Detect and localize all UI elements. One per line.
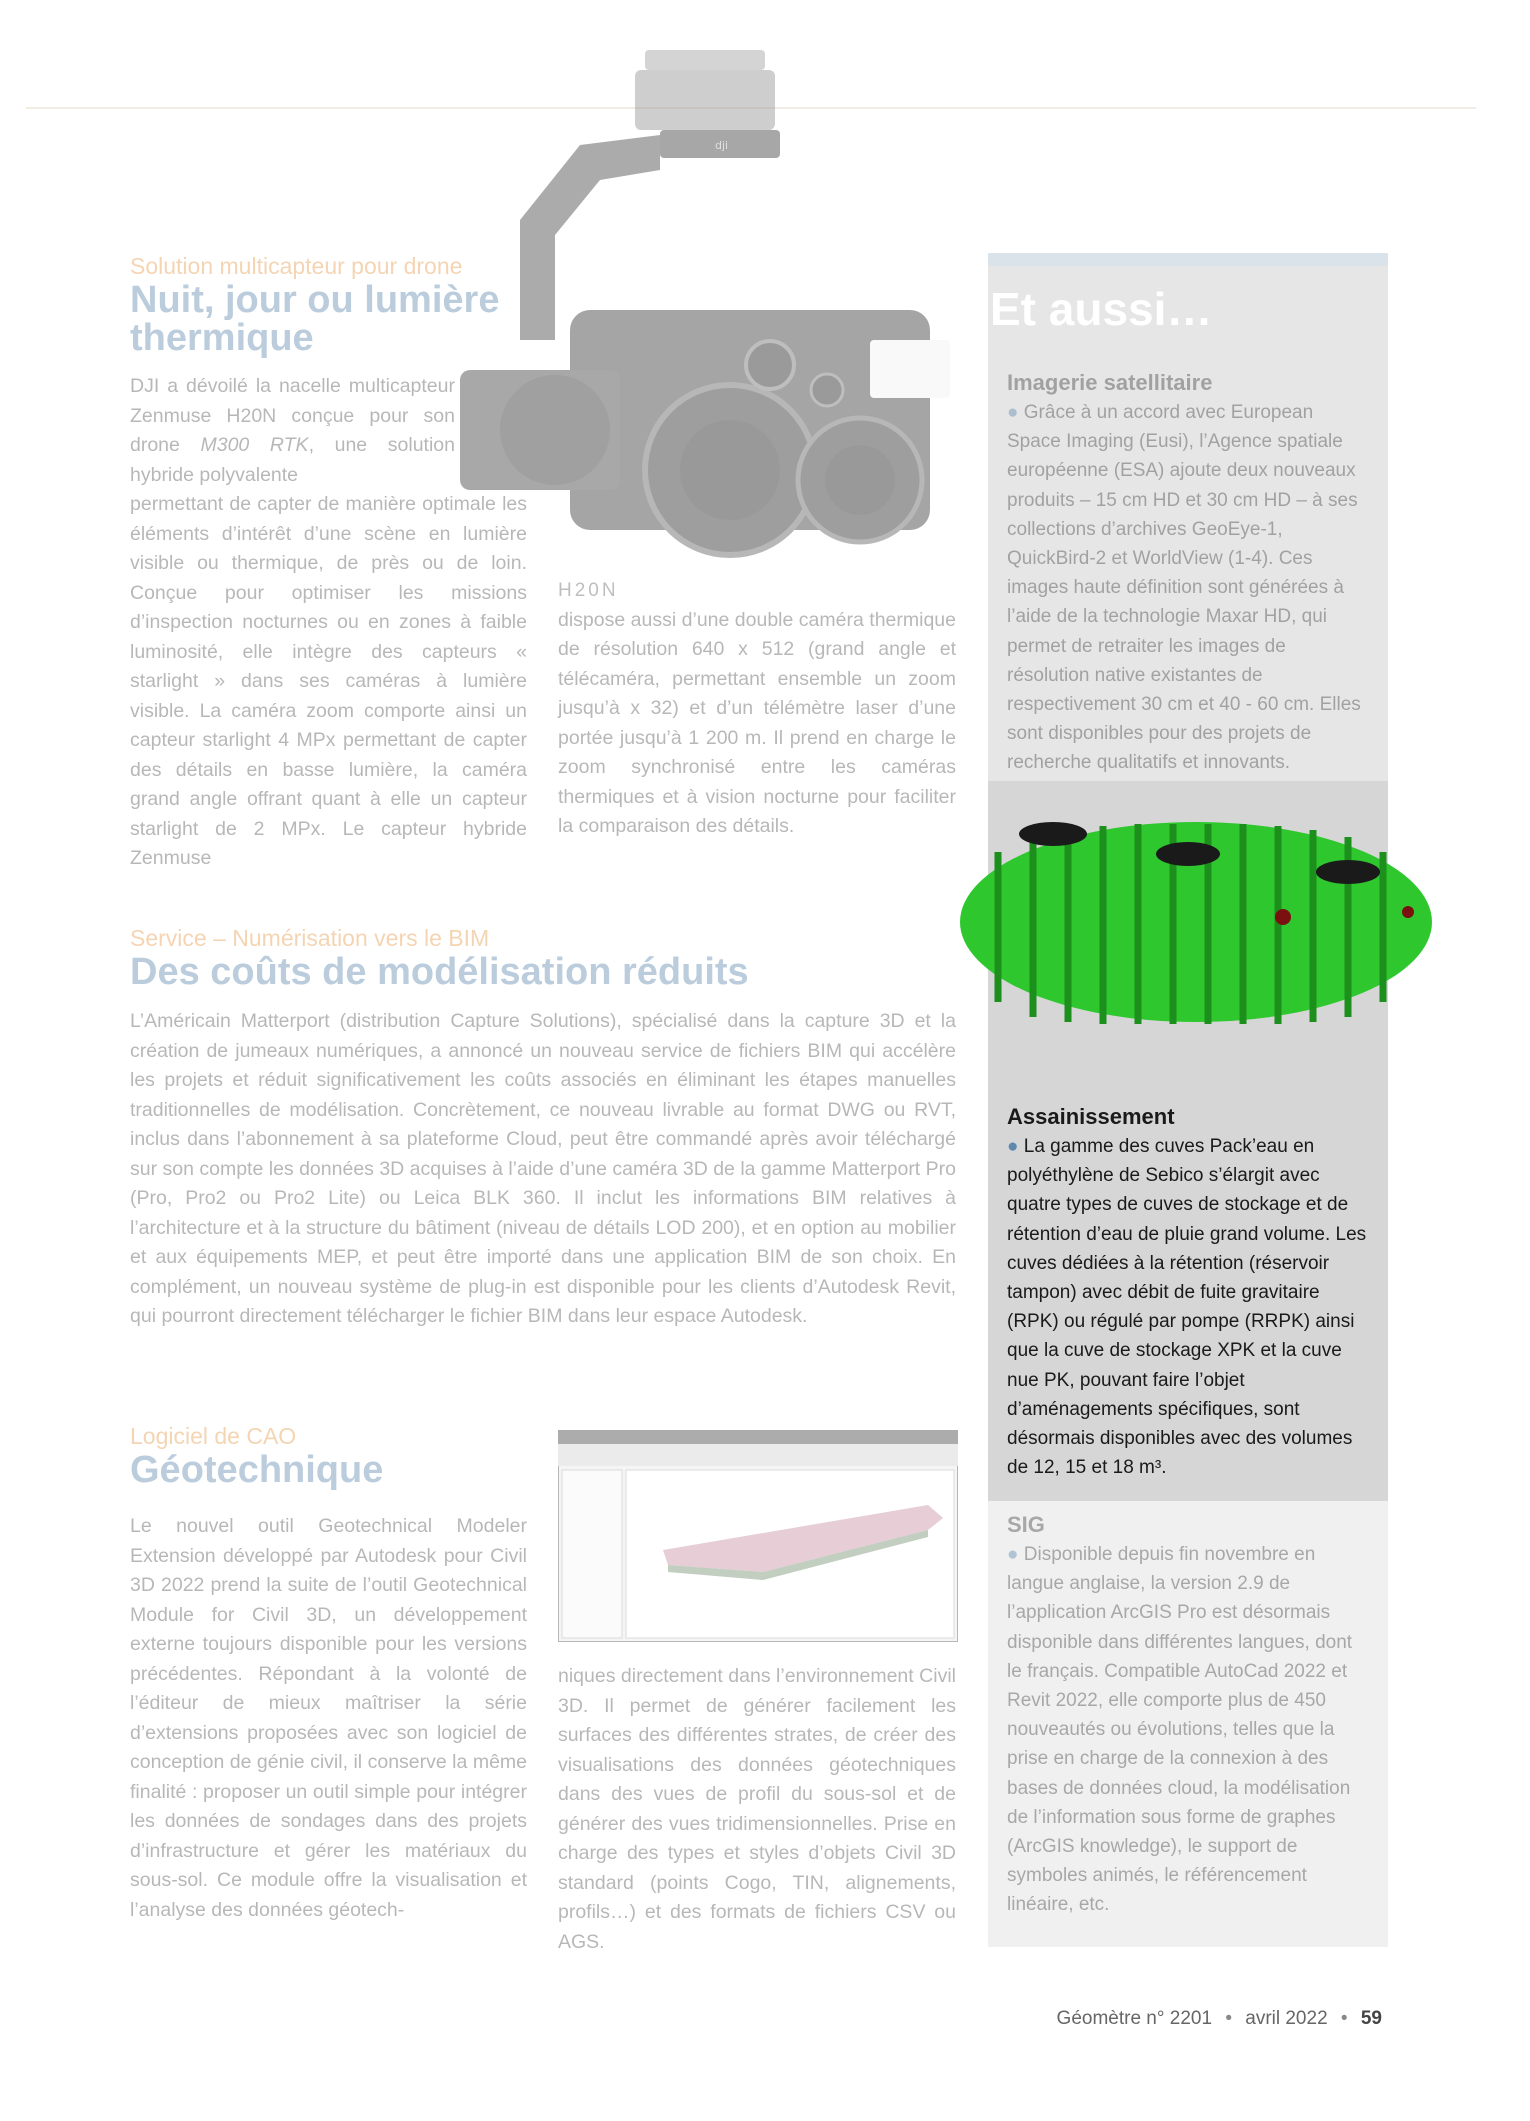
article3-kicker: Logiciel de CAO [130, 1423, 297, 1449]
article2-kicker: Service – Numérisation vers le BIM [130, 925, 490, 951]
article1-intro-b: , une solution hybride polyvalente [130, 434, 455, 486]
article-bim [130, 925, 956, 1351]
page-number: 59 [1360, 2008, 1382, 2029]
article3-column1: Le nouvel outil Geotechnical Modeler Extension développé par Autodesk pour Civil 3D 2022 prend la suite de l’outil Geotechnical Module for Civil 3D, un développement externe toujours disponible pour les versions précédentes. Répondant à la volonté de l’éditeur de mieux maîtriser la série d’extensions proposées avec son logiciel de conception de génie civil, il conserve la même finalité : proposer un outil simple pour intégrer les données de sondages dans des projets d’infrastructure et gérer les matériaux du sous-sol. Ce module offre la visualisation et l’analyse des données géotech- [130, 1515, 527, 1921]
sidebar-text-imagerie: Grâce à un accord avec European Space Imaging (Eusi), l’Agence spatiale européenne (ESA) ajoute deux nouveaux produits – 15 cm HD et 30 cm HD – à ses collections d’archives GeoEye-1, QuickBird-2 et WorldView (1-4). Ces images haute définition sont générées à l’aide de la technologie Maxar HD, qui permet de retraiter les images de résolution native existantes de respectivement 30 cm et 40 - 60 cm. Elles sont disponibles pour des projets de recherche qualitatifs et innovants. [1007, 402, 1361, 774]
bullet-icon: ● [1007, 1136, 1024, 1157]
water-tank-image [958, 812, 1434, 1034]
sidebar-heading-sig: SIG [1007, 1512, 1045, 1537]
drone-logo-text: dji [715, 139, 729, 152]
bullet-icon: ● [1007, 1544, 1024, 1565]
article3-title: Géotechnique [130, 1449, 384, 1491]
article2-text: L’Américain Matterport (distribution Capture Solutions), spécialisé dans la capture 3D et la création de jumeaux numériques, a annoncé un nouveau service de fichiers BIM qui accélère les projets et réduit significativement les coûts associés en éliminant les étapes manuelles traditionnelles de modélisation. Concrètement, ce nouveau livrable au format DWG ou RVT, inclus dans l’abonnement à sa plateforme Cloud, peut être commandé après avoir téléchargé sur son compte les données 3D acquises à l’aide d’une caméra 3D de la gamme Matterport Pro (Pro, Pro2 ou Pro2 Lite) ou Leica BLK 360. Il inclut les informations BIM relatives à l’architecture et à la structure du bâtiment (niveau de détails LOD 200), et en option au mobilier et aux équipements MEP, et peut être importé dans une application BIM de son choix. En complément, un nouveau système de plug-in est disponible pour les clients d’Autodesk Revit, qui pourront directement télécharger le fichier BIM dans leur espace Autodesk. [130, 1010, 956, 1327]
sidebar-title: Et aussi… [990, 283, 1213, 335]
footer-separator: • [1225, 2008, 1232, 2029]
sidebar-top-bar [988, 253, 1388, 266]
article2-title: Des coûts de modélisation réduits [130, 951, 749, 993]
article-multicapteur-header [130, 253, 560, 357]
article-geotechnique-header [130, 1423, 530, 1489]
article1-intro [130, 372, 455, 490]
article1-col1-text: permettant de capter de manière optimale les éléments d’intérêt d’une scène en lumière visible ou thermique, de près ou de loin. Conçue pour optimiser les missions d’inspection nocturnes ou en zones à faible luminosité, elle intègre des capteurs « starlight » dans ses caméras à lumière visible. La caméra zoom comporte ainsi un capteur starlight 4 MPx permettant de capter des détails en basse lumière, la caméra grand angle offrant quant à elle un capteur starlight de 2 MPx. Le capteur hybride Zenmuse [130, 493, 527, 869]
sidebar-heading-assainissement: Assainissement [1007, 1104, 1175, 1129]
sidebar-text-sig: Disponible depuis fin novembre en langue anglaise, la version 2.9 de l’application ArcGIS Pro est désormais disponible dans différentes langues, dont le français. Compatible AutoCad 2022 et Revit 2022, elle comporte plus de 450 nouveautés ou évolutions, telles que la prise en charge de la connexion à des bases de données cloud, la modélisation de l’information sous forme de graphes (ArcGIS knowledge), le support de symboles animés, le référencement linéaire, etc. [1007, 1544, 1353, 1916]
article1-column1 [130, 372, 527, 874]
article1-title: Nuit, jour ou lumière thermique [130, 279, 500, 359]
sidebar-section-imagerie [1007, 368, 1372, 778]
article1-intro-a: DJI a dévoilé la nacelle multicapteur Zenmuse H20N conçue pour son drone [130, 375, 455, 456]
sidebar-heading-imagerie: Imagerie satellitaire [1007, 370, 1213, 395]
sidebar-section-sig [1007, 1510, 1372, 1920]
footer-publication: Géomètre n° 2201 [1056, 2008, 1213, 2029]
article1-h20n-label: H20N [558, 580, 619, 601]
article1-kicker: Solution multicapteur pour drone [130, 253, 463, 279]
footer-separator: • [1340, 2008, 1348, 2029]
article1-col2-text: dispose aussi d’une double caméra thermique de résolution 640 x 512 (grand angle et télécaméra, permettant ensemble un zoom jusqu’à x 32) et d’un télémètre laser d’une portée jusqu’à 1 200 m. Il prend en charge le zoom synchronisé entre les caméras thermiques et à vision nocturne pour faciliter la comparaison des détails. [558, 608, 956, 837]
page-footer [1057, 2008, 1382, 2030]
sidebar-text-assainissement: La gamme des cuves Pack’eau en polyéthylène de Sebico s’élargit avec quatre types de cuves de stockage et de rétention d’eau de pluie grand volume. Les cuves dédiées à la rétention (réservoir tampon) avec débit de fuite gravitaire (RPK) ou régulé par pompe (RRPK) ainsi que la cuve de stockage XPK et la cuve nue PK, pouvant faire l’objet d’aménagements spécifiques, sont désormais disponibles avec des volumes de 12, 15 et 18 m³. [1007, 1136, 1367, 1479]
footer-date: avril 2022 [1245, 2008, 1328, 2029]
sidebar-section-assainissement [1007, 1102, 1372, 1482]
bullet-icon: ● [1007, 402, 1024, 423]
civil3d-screenshot [558, 1430, 958, 1642]
article1-column2 [558, 576, 956, 842]
article3-column2: niques directement dans l’environnement Civil 3D. Il permet de générer facilement les surfaces des différentes strates, de créer des visualisations des données géotechniques dans des vues de profil du sous-sol et de générer des vues tridimensionnelles. Prise en charge des types et styles d’objets Civil 3D standard (points Cogo, TIN, alignements, profils…) et des formats de fichiers CSV ou AGS. [558, 1665, 956, 1953]
article1-intro-model: M300 RTK [200, 434, 309, 456]
